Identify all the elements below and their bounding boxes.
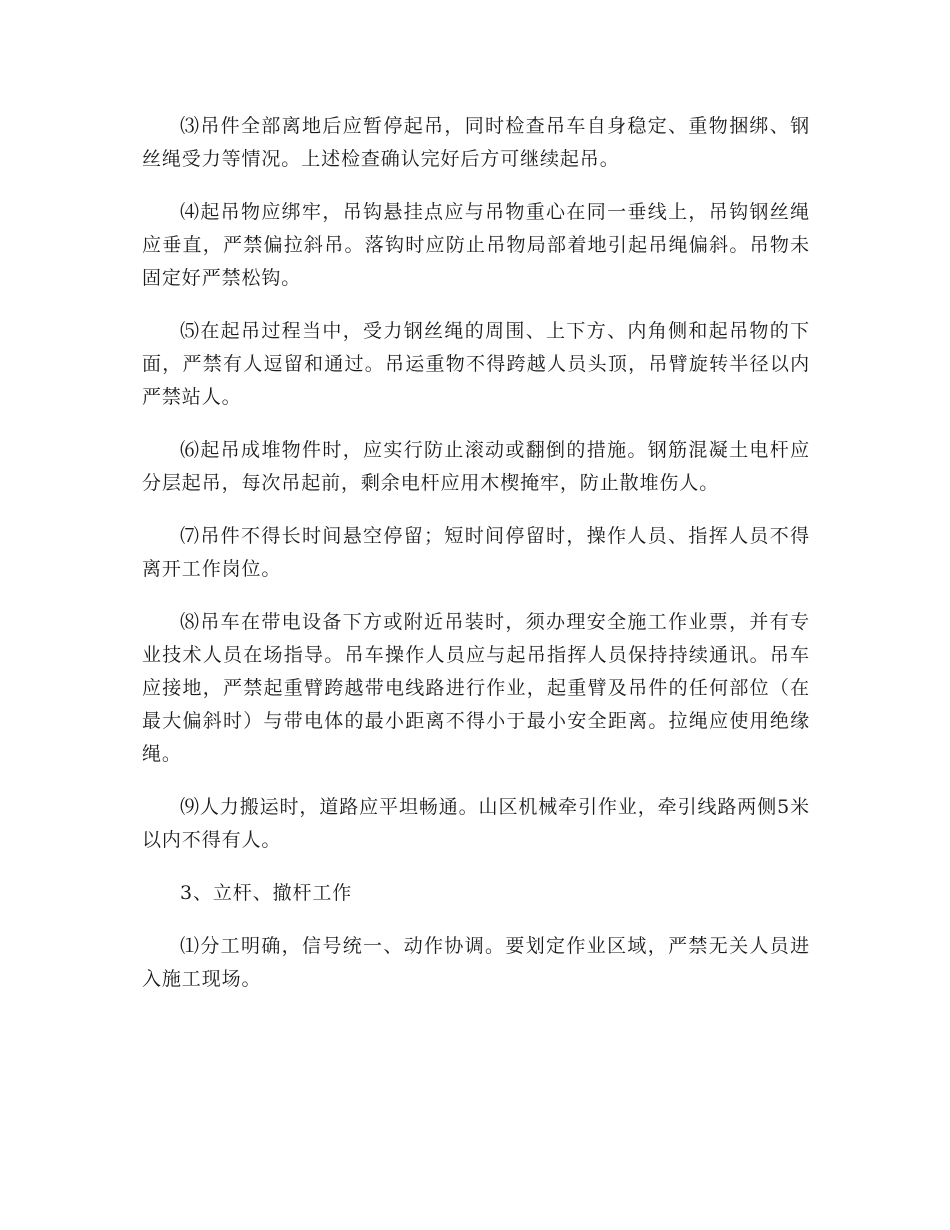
section-heading: 3、立杆、撤杆工作 — [180, 882, 353, 904]
paragraph-item-7: ⑺吊件不得长时间悬空停留；短时间停留时，操作人员、指挥人员不得离开工作岗位。 — [142, 525, 810, 580]
paragraph-item-3: ⑶吊件全部离地后应暂停起吊，同时检查吊车自身稳定、重物捆绑、钢丝绳受力等情况。上述检查确认完好后方可继续起吊。 — [142, 115, 810, 170]
paragraph-item-8: ⑻吊车在带电设备下方或附近吊装时，须办理安全施工作业票，并有专业技术人员在场指导。吊车操作人员应与起吊指挥人员保持持续通讯。吊车应接地，严禁起重臂跨越带电线路进行作业，起重臂及吊件的任何部位（在最大偏斜时）与带电体的最小距离不得小于最小安全距离。拉绳应使用绝缘绳。 — [142, 611, 810, 765]
document-body — [142, 110, 810, 1016]
paragraph-item-1: ⑴分工明确，信号统一、动作协调。要划定作业区域，严禁无关人员进入施工现场。 — [142, 935, 810, 990]
paragraph-item-5: ⑸在起吊过程当中，受力钢丝绳的周围、上下方、内角侧和起吊物的下面，严禁有人逗留和通过。吊运重物不得跨越人员头顶，吊臂旋转半径以内严禁站人。 — [142, 320, 810, 408]
paragraph-item-9: ⑼人力搬运时，道路应平坦畅通。山区机械牵引作业，牵引线路两侧5米以内不得有人。 — [142, 796, 810, 851]
paragraph-item-6: ⑹起吊成堆物件时，应实行防止滚动或翻倒的措施。钢筋混凝土电杆应分层起吊，每次吊起前，剩余电杆应用木楔掩牢，防止散堆伤人。 — [142, 439, 810, 494]
paragraph-item-4: ⑷起吊物应绑牢，吊钩悬挂点应与吊物重心在同一垂线上，吊钩钢丝绳应垂直，严禁偏拉斜吊。落钩时应防止吊物局部着地引起吊绳偏斜。吊物未固定好严禁松钩。 — [142, 201, 810, 289]
